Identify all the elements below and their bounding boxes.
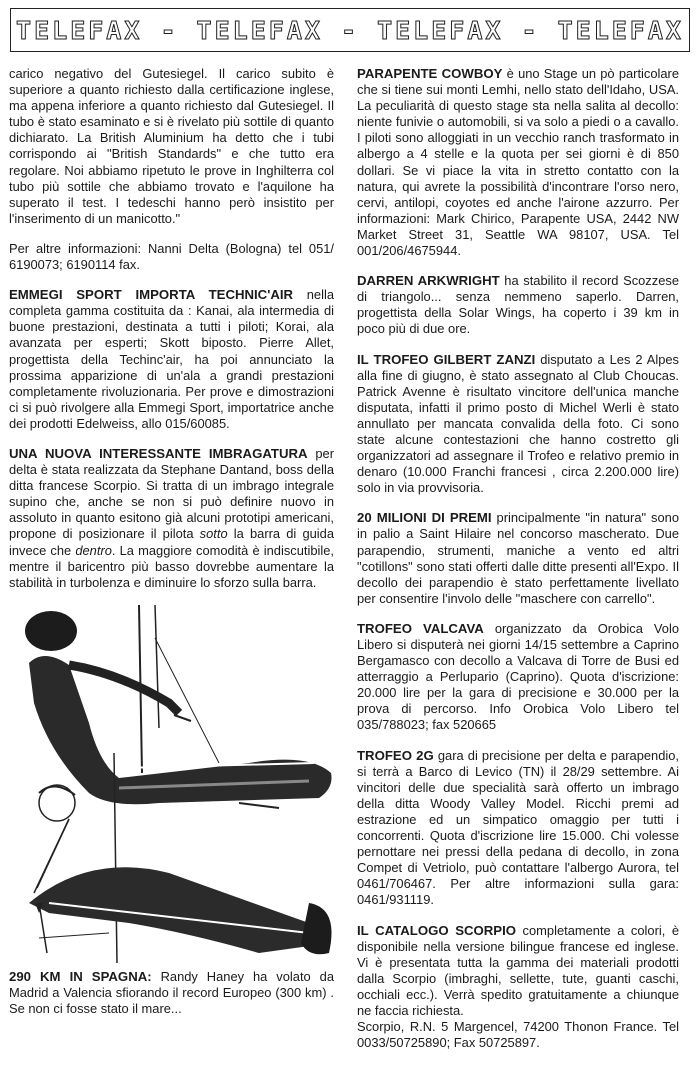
spagna-heading: 290 KM IN SPAGNA:: [9, 968, 152, 984]
valcava-heading: TROFEO VALCAVA: [357, 620, 484, 636]
scorpio-address: Scorpio, R.N. 5 Margencel, 74200 Thonon France. Tel 0033/50725890; Fax 50725897.: [357, 1019, 679, 1051]
emmegi-heading: EMMEGI SPORT IMPORTA TECHNIC'AIR: [9, 287, 294, 303]
catalogo-article: [357, 923, 679, 1020]
catalogo-body: completamente a colori, è disponibile nella versione bilingue francese ed inglese. Vi è presentata tutta la gamma dei materiali prodotti dalla Scorpio (imbraghi, sellette, tute, guanti caschi, occhiali ecc.). Verrà spedito gratuitamente a chiunque ne faccia richiesta.: [357, 922, 680, 1018]
supine-harness-drawing: [9, 603, 334, 963]
left-column: [9, 66, 334, 1031]
imbragatura-sotto: sotto: [199, 526, 228, 542]
darren-body: ha stabilito il record Scozzese di triangolo... senza nemmeno saperlo. Darren, progettista della Solar Wings, ha coperto i 39 km in poco più di due ore.: [357, 273, 679, 337]
imbragatura-heading: UNA NUOVA INTERESSANTE IMBRAGATURA: [9, 445, 308, 461]
emmegi-body: nella completa gamma costituita da : Kanai, ala intermedia di buone prestazioni, destinata a tutti i piloti; Korai, ala avanzata per esperti; Skott biposto. Pierre Allet, progettista della Techinc'air, ha poi annunciato la prossima apparizione di un'ala a grandi prestazioni completamente rivoluzionaria. Per prove e dimostrazioni ci si può rivolgere alla Emmegi Sport, importatrice anche dei prodotti Edelweiss, allo 015/60085.: [9, 287, 334, 431]
darren-heading: DARREN ARKWRIGHT: [357, 273, 500, 289]
spagna-body: Randy Haney ha volato da Madrid a Valencia sfiorando il record Europeo (300 km) . Se non ci fosse stato il mare...: [9, 968, 334, 1016]
catalogo-heading: IL CATALOGO SCORPIO: [357, 922, 517, 938]
imbragatura-body-3: . La maggiore comodità è indiscutibile, mentre il baricentro più basso dovrebbe aumentare la stabilità in turbolenza e diminuire lo sforzo sulla barra.: [9, 542, 334, 590]
imbragatura-body-1: per delta è stata realizzata da Stephane Dantand, boss della ditta francese Scorpio. Si tratta di un imbrago integrale supino che, anche se non si può definire nuovo in assoluto in quanto esitono già alcuni prototipi americani, propone di posizionare il pilota: [9, 445, 334, 542]
spagna-article: [9, 969, 334, 1017]
header-title: TELEFAX - TELEFAX - TELEFAX - TELEFAX: [16, 16, 684, 45]
emmegi-article: [9, 287, 334, 432]
trofeo2g-article: [357, 748, 679, 909]
premi-body: principalmente "in natura" sono in palio a Saint Hilaire nel concorso mascherato. Due parapendio, strumenti, maniche a vento ed altri "cotillons" sono stati offerti dalle ditte presenti all'Expo. Il decollo dei parapendio è stato perfettamente livellato per consentire l'involo delle "maschere con carrello".: [357, 510, 679, 606]
trofeo2g-body: gara di precisione per delta e parapendio, si terrà a Barco di Levico (TN) il 28/29 settembre. Ai vincitori delle due specialità sarà offerto un imbrago della ditta Woody Valley Model. Ricchi premi ad estrazione ed un simpatico omaggio per tutti i concorrenti. Quota d'iscrizione lire 15.000. Chi volesse pernottare nei pressi della pedana di decollo, in zona Compet di Vetriolo, può contattare l'albergo Aurora, tel 0461/706467. Per altre informazioni sulla gara: 0461/931119.: [357, 747, 680, 908]
darren-article: [357, 273, 679, 337]
premi-heading: 20 MILIONI DI PREMI: [357, 510, 492, 526]
trofeo2g-heading: TROFEO 2G: [357, 747, 434, 763]
valcava-article: [357, 621, 679, 734]
right-column: [357, 66, 679, 1065]
gutesiegel-paragraph: carico negativo del Gutesiegel. Il carico subito è superiore a quanto richiesto dalla certificazione inglese, ma appena inferiore a quanto richiesto dal Gutesiegel. Il tubo è stato esaminato e si è rivelato più sottile di quanto dichiarato. La British Aluminium ha detto che i tubi corrispondo ai "British Standards" e che tutto era regolare. Noi abbiamo ripetuto le prove in Inghilterra col tubo più sottile che abbiamo trovato e l'aquilone ha superato il test. I tedeschi hanno però insistito per l'inserimento di un manicotto.": [9, 66, 334, 226]
zanzi-heading: IL TROFEO GILBERT ZANZI: [357, 351, 536, 367]
valcava-body: organizzato da Orobica Volo Libero si disputerà nei giorni 14/15 settembre a Caprino Bergamasco con decollo a Valcava di Torre de Busi ed atterraggio a Perlupario (Caprino). Quota d'iscrizione: 20.000 lire per la gara di precisione e 30.000 per la prova di percorso. Info Orobica Volo Libero tel 035/788023; fax 520665: [357, 620, 679, 733]
imbragatura-article: [9, 446, 334, 591]
imbragatura-body-2: la barra di guida invece che: [9, 526, 335, 558]
cowboy-heading: PARAPENTE COWBOY: [357, 66, 503, 81]
premi-article: [357, 510, 679, 607]
harness-illustration: [9, 603, 334, 963]
telefax-header: [10, 8, 690, 52]
cowboy-body: è uno Stage un pò particolare che si tiene sui monti Lemhi, nello stato dell'Idaho, USA. La peculiarità di questo stage sta nella salita al decollo: niente funivie o automobili, si va solo a piedi o a cavallo. I piloti sono alloggiati in un vecchio ranch trasformato in albergo a 4 stelle e la quota per sei giorni è di 850 dollari. Se vi piace la vita in stretto contatto con la natura, qui avrete la possibilità d'incontrare l'orso nero, cervi, antilopi, coyotes ed anche l'airone azzurro. Per informazioni: Mark Chirico, Parapente USA, 2442 NW Market Street 31, Seattle WA 98107, USA. Tel 001/206/4675944.: [357, 66, 680, 259]
zanzi-body: disputato a Les 2 Alpes alla fine di giugno, è stato assegnato al Club Choucas. Patrick Avenne è risultato vincitore dell'unica manche disputata, infatti il primo posto di Michel Werli è stato annullato per mancata convalida della foto. Ci sono state alcune contestazioni che hanno costretto gli organizzatori ad assegnare il Trofeo e relativo premio in denaro (10.000 Franchi francesi , circa 2.200.000 lire) solo in via provvisoria.: [357, 351, 679, 496]
cowboy-article: [357, 66, 679, 259]
zanzi-article: [357, 352, 679, 497]
nanni-delta-contact: Per altre informazioni: Nanni Delta (Bologna) tel 051/ 6190073; 6190114 fax.: [9, 240, 334, 273]
imbragatura-dentro: dentro: [75, 542, 112, 558]
